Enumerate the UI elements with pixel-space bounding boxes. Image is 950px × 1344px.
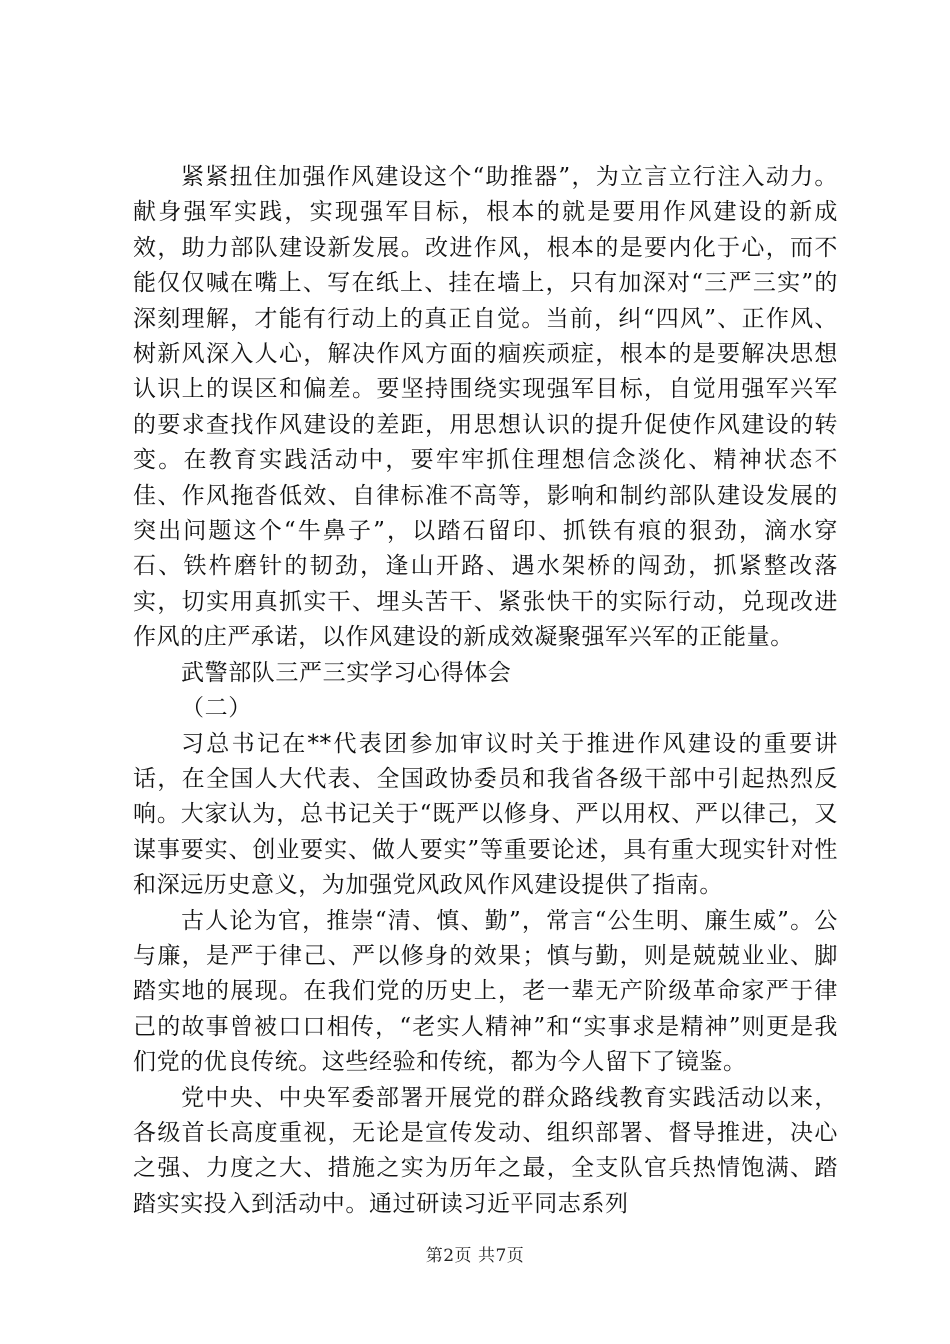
body-paragraph: 紧紧扭住加强作风建设这个“助推器”，为立言立行注入动力。献身强军实践，实现强军目标，根本的就是要用作风建设的新成效，助力部队建设新发展。改进作风，根本的是要内化于心，而不能仅仅喊在嘴上、写在纸上、挂在墙上，只有加深对“三严三实”的深刻理解，才能有行动上的真正自觉。当前，纠“四风”、正作风、树新风深入人心，解决作风方面的痼疾顽症，根本的是要解决思想认识上的误区和偏差。要坚持围绕实现强军目标，自觉用强军兴军的要求查找作风建设的差距，用思想认识的提升促使作风建设的转变。在教育实践活动中，要牢牢抓住理想信念淡化、精神状态不佳、作风拖沓低效、自律标准不高等，影响和制约部队建设发展的突出问题这个“牛鼻子”，以踏石留印、抓铁有痕的狠劲，滴水穿石、铁杵磨针的韧劲，逢山开路、遇水架桥的闯劲，抓紧整改落实，切实用真抓实干、埋头苦干、紧张快干的实际行动，兑现改进作风的庄严承诺，以作风建设的新成效凝聚强军兴军的正能量。	[133, 164, 838, 651]
document-body	[133, 160, 838, 1222]
body-paragraph: 党中央、中央军委部署开展党的群众路线教育实践活动以来，各级首长高度重视，无论是宣传发动、组织部署、督导推进，决心之强、力度之大、措施之实为历年之最，全支队官兵热情饱满、踏踏实实投入到活动中。通过研读习近平同志系列	[133, 1084, 838, 1217]
body-paragraph: 古人论为官，推崇“清、慎、勤”，常言“公生明、廉生威”。公与廉，是严于律己、严以修身的效果；慎与勤，则是兢兢业业、脚踏实地的展现。在我们党的历史上，老一辈无产阶级革命家严于律己的故事曾被口口相传，“老实人精神”和“实事求是精神”则更是我们党的优良传统。这些经验和传统，都为今人留下了镜鉴。	[133, 907, 838, 1076]
page-number-footer: 第2页 共7页	[425, 1246, 525, 1266]
section-number: （二）	[181, 695, 252, 722]
body-paragraph: 习总书记在**代表团参加审议时关于推进作风建设的重要讲话，在全国人大代表、全国政协委员和我省各级干部中引起热烈反响。大家认为，总书记关于“既严以修身、严以用权、严以律己，又谋事要实、创业要实、做人要实”等重要论述，具有重大现实针对性和深远历史意义，为加强党风政风作风建设提供了指南。	[133, 730, 838, 899]
section-heading: 武警部队三严三实学习心得体会	[181, 659, 512, 686]
